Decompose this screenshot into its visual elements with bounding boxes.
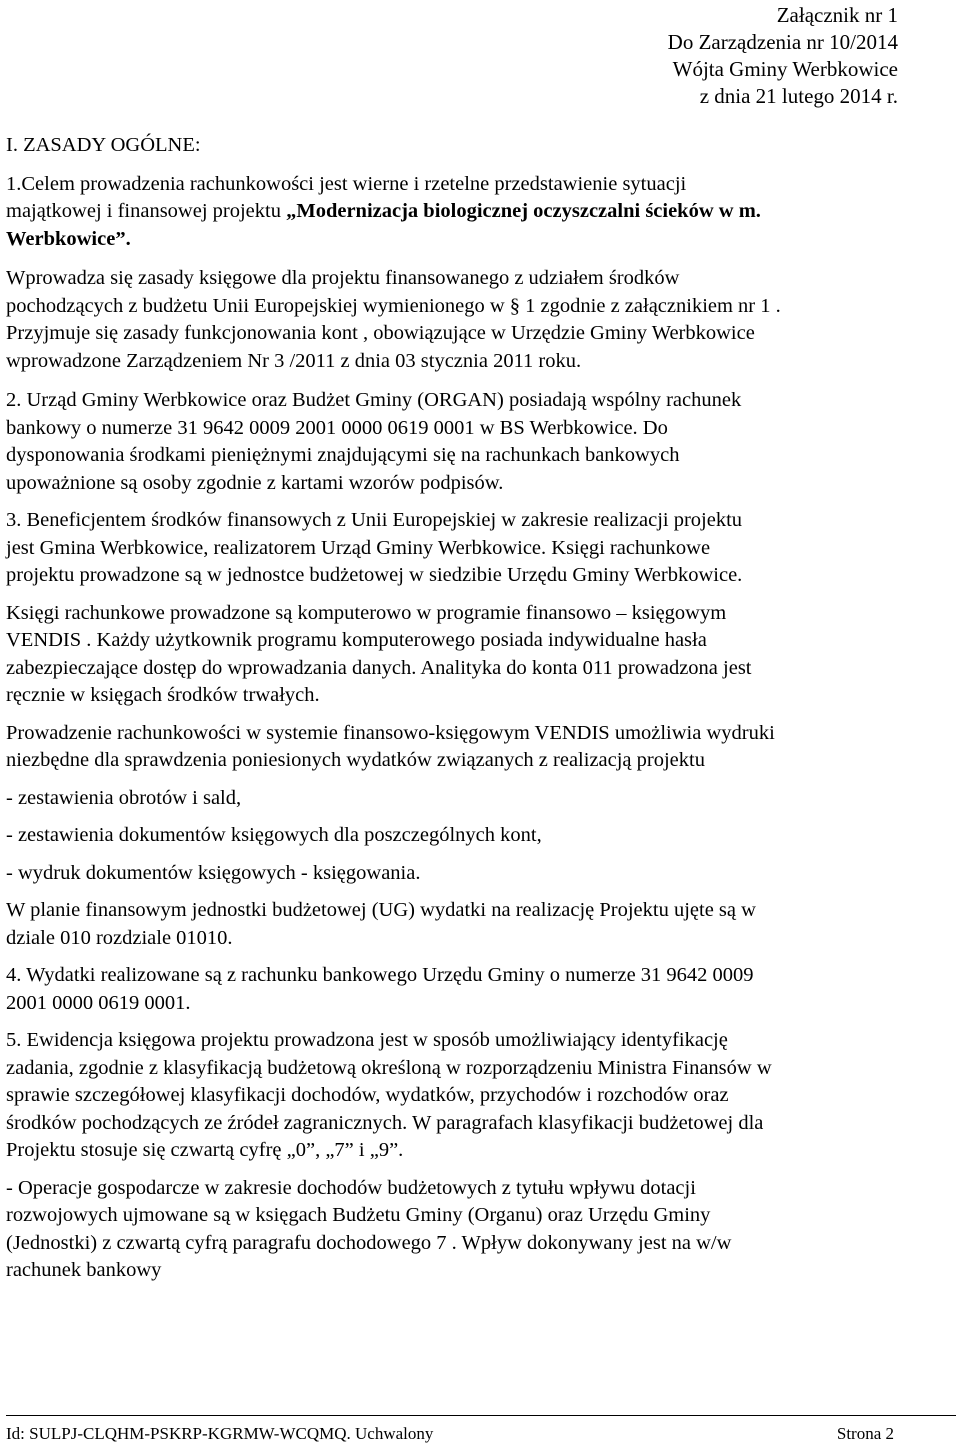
paragraph-income-operations: - Operacje gospodarcze w zakresie dochodów budżetowych z tytułu wpływu dotacji rozwojowych ujmowane są w księgach Budżetu Gminy (Organu) oraz Urzędu Gminy (Jednostki) z czwartą cyfrą paragrafu dochodowego 7 . Wpływ dokonywany jest na w/w rachunek bankowy: [6, 1176, 732, 1281]
ordinance-reference: Do Zarządzenia nr 10/2014: [667, 30, 898, 54]
footer-divider: [6, 1415, 956, 1416]
issuer: Wójta Gminy Werbkowice: [672, 57, 898, 81]
paragraph-1-intro: 1.Celem prowadzenia rachunkowości jest wierne i rzetelne przedstawienie sytuacji majątkowej i finansowej projektu: [6, 172, 687, 222]
paragraph-computer-books: Księgi rachunkowe prowadzone są komputerowo w programie finansowo – księgowym VENDIS . Każdy użytkownik programu komputerowego posiada indywidualne hasła zabezpieczające dostęp do wprowadzania danych. Analityka do konta 011 prowadzona jest ręcznie w księgach środków trwałych.: [6, 601, 752, 706]
project-name: „Modernizacja biologicznej oczyszczalni ścieków w m. Werbkowice”.: [6, 200, 761, 250]
annex-number: Załącznik nr 1: [776, 3, 898, 27]
section-title: I. ZASADY OGÓLNE:: [6, 134, 201, 156]
paragraph-accounting-rules: Wprowadza się zasady księgowe dla projektu finansowanego z udziałem środków pochodzących z budżetu Unii Europejskiej wymienionego w § 1 zgodnie z załącznikiem nr 1 . Przyjmuje się zasady funkcjonowania kont , obowiązujące w Urzędzie Gminy Werbkowice wprowadzone Zarządzeniem Nr 3 /2011 z dnia 03 stycznia 2011 roku.: [6, 267, 781, 372]
list-item: - wydruk dokumentów księgowych - księgowania.: [6, 861, 421, 884]
annex-header: [668, 2, 898, 110]
paragraph-4-expenses: 4. Wydatki realizowane są z rachunku bankowego Urzędu Gminy o numerze 31 9642 0009 2001 0000 0619 0001.: [6, 964, 754, 1014]
page-number: Strona 2: [836, 1424, 894, 1443]
paragraph-financial-plan: W planie finansowym jednostki budżetowej (UG) wydatki na realizację Projektu ujęte są w dziale 010 rozdziale 01010.: [6, 899, 756, 949]
paragraph-vendis-reports: Prowadzenie rachunkowości w systemie finansowo-księgowym VENDIS umożliwia wydruki niezbędne dla sprawdzenia poniesionych wydatków związanych z realizacją projektu: [6, 721, 775, 771]
paragraph-3-beneficiary: 3. Beneficjentem środków finansowych z Unii Europejskiej w zakresie realizacji projektu jest Gmina Werbkowice, realizatorem Urząd Gminy Werbkowice. Księgi rachunkowe projektu prowadzone są w jednostce budżetowej w siedzibie Urzędu Gminy Werbkowice.: [6, 509, 743, 586]
paragraph-1: [6, 171, 906, 254]
issue-date: z dnia 21 lutego 2014 r.: [699, 84, 898, 108]
document-id: Id: SULPJ-CLQHM-PSKRP-KGRMW-WCQMQ. Uchwalony: [6, 1424, 434, 1443]
document-body: [6, 132, 906, 1285]
paragraph-5-records: 5. Ewidencja księgowa projektu prowadzona jest w sposób umożliwiający identyfikację zadania, zgodnie z klasyfikacją budżetową określoną w rozporządzeniu Ministra Finansów w sprawie szczegółowej klasyfikacji dochodów, wydatków, przychodów i rozchodów oraz środków pochodzących ze źródeł zagranicznych. W paragrafach klasyfikacji budżetowej dla Projektu stosuje się czwartą cyfrę „0”, „7” i „9”.: [6, 1029, 772, 1161]
paragraph-2-bank-account: 2. Urząd Gminy Werbkowice oraz Budżet Gminy (ORGAN) posiadają wspólny rachunek bankowy o numerze 31 9642 0009 2001 0000 0619 0001 w BS Werbkowice. Do dysponowania środkami pieniężnymi znajdującymi się na rachunkach bankowych upoważnione są osoby zgodnie z kartami wzorów podpisów.: [6, 389, 742, 494]
list-item: - zestawienia obrotów i sald,: [6, 786, 242, 809]
list-item: - zestawienia dokumentów księgowych dla poszczególnych kont,: [6, 824, 542, 846]
